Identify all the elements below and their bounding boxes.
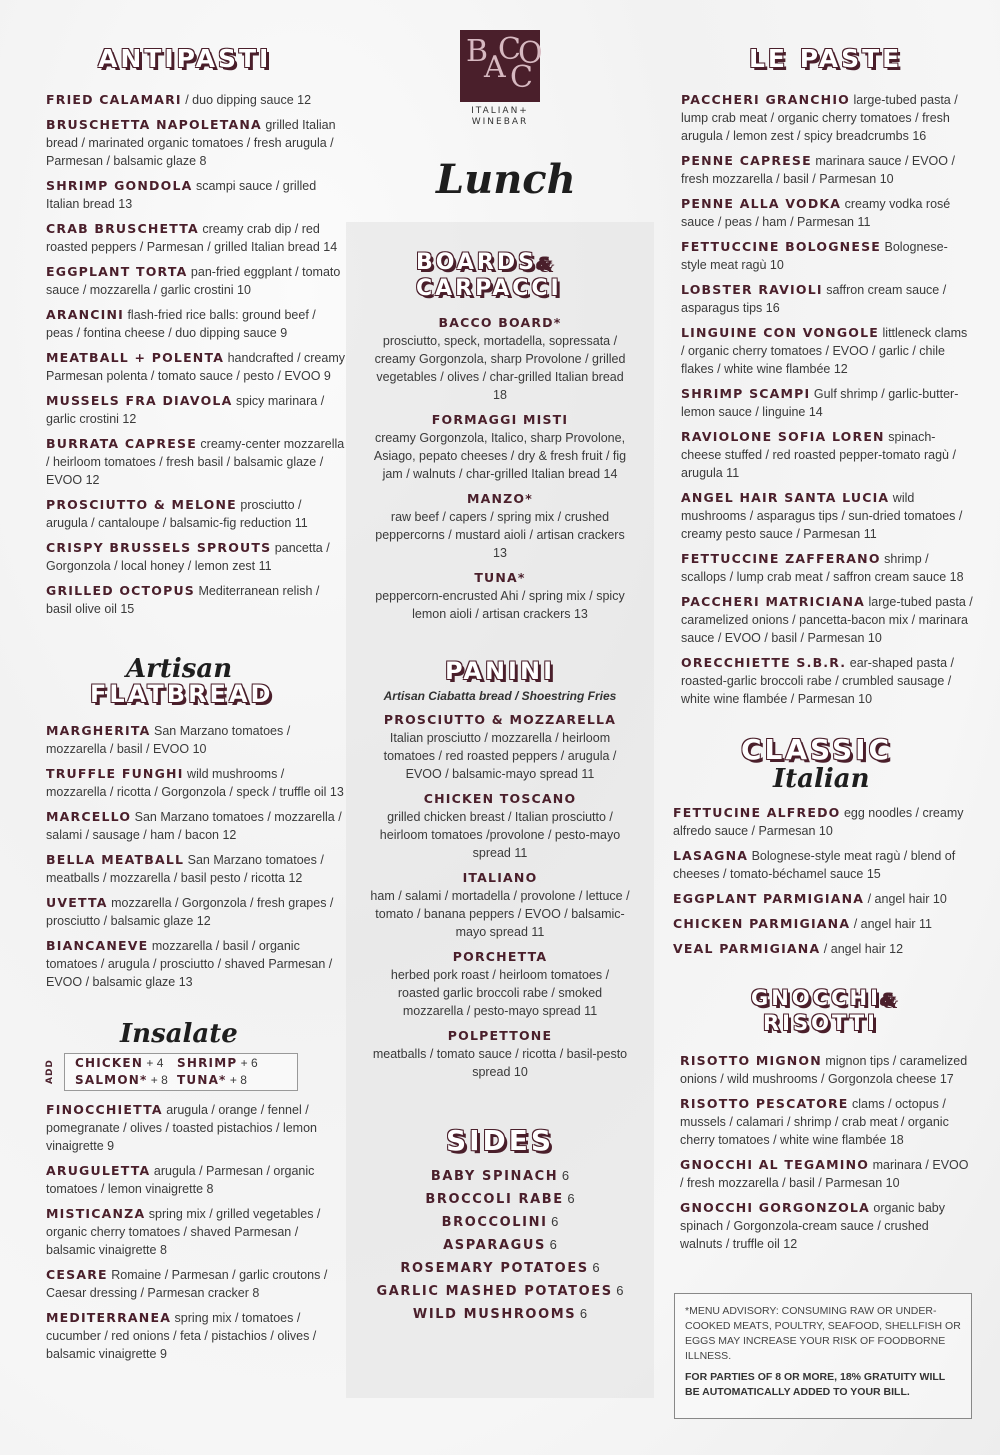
item-desc: arugula / orange / fennel / pomegranate / olives / toasted pistachios / lemon vinaigrette 9 <box>46 1103 317 1153</box>
side-item <box>346 1211 654 1234</box>
item-desc: pancetta / Gorgonzola / local honey / lemon zest 11 <box>46 541 330 573</box>
boards-list <box>346 314 654 623</box>
item-name: EGGPLANT PARMIGIANA <box>673 891 865 906</box>
item-name: GARLIC MASHED POTATOES <box>376 1284 613 1299</box>
antipasti-list <box>46 91 346 618</box>
gnocchi-amp: & <box>880 990 899 1009</box>
menu-item <box>372 569 628 623</box>
item-name: GRILLED OCTOPUS <box>46 583 195 598</box>
menu-item <box>370 711 630 783</box>
item-name: RISOTTO MIGNON <box>680 1053 822 1068</box>
side-item <box>346 1188 654 1211</box>
item-name: PACCHERI MATRICIANA <box>681 594 866 609</box>
item-name: LOBSTER RAVIOLI <box>681 282 823 297</box>
item-desc: creamy vodka rosé sauce / peas / ham / Parmesan 11 <box>681 197 951 229</box>
item-name: ITALIANO <box>462 870 538 885</box>
menu-item <box>46 263 346 299</box>
item-desc: Mediterranean relish / basil olive oil 15 <box>46 584 320 616</box>
item-name: PORCHETTA <box>452 949 548 964</box>
item-name: ARANCINI <box>46 307 124 322</box>
add-price: + 8 <box>147 1073 168 1087</box>
menu-item <box>372 411 628 483</box>
item-name: POLPETTONE <box>447 1028 553 1043</box>
item-price: 6 <box>612 1283 624 1298</box>
menu-item <box>46 1101 346 1155</box>
item-name: GNOCCHI GORGONZOLA <box>680 1200 870 1215</box>
item-desc: spicy marinara / garlic crostini 12 <box>46 394 325 426</box>
add-price: + 8 <box>226 1073 247 1087</box>
side-item <box>346 1280 654 1303</box>
gratuity-note: FOR PARTIES OF 8 OR MORE, 18% GRATUITY WILL BE AUTOMATICALLY ADDED TO YOUR BILL. <box>685 1371 945 1398</box>
item-desc: shrimp / scallops / lump crab meat / saffron cream sauce 18 <box>681 552 964 584</box>
menu-item <box>680 1199 973 1253</box>
item-desc: raw beef / capers / spring mix / crushed peppercorns / mustard aioli / artisan crackers 13 <box>375 510 625 560</box>
menu-item <box>370 948 630 1020</box>
gnocchi-title-2: RISOTTI <box>763 1011 878 1035</box>
item-desc: clams / octopus / mussels / calamari / shrimp / crab meat / organic cherry tomatoes / white wine flambée 18 <box>680 1097 949 1147</box>
menu-item <box>681 550 973 586</box>
item-name: SHRIMP GONDOLA <box>46 178 193 193</box>
item-name: GNOCCHI AL TEGAMINO <box>680 1157 870 1172</box>
item-desc: Italian prosciutto / mozzarella / heirloom tomatoes / red roasted peppers / arugula / EVOO / balsamic-mayo spread 11 <box>383 731 617 781</box>
gnocchi-word: GNOCCHI <box>751 986 881 1010</box>
boards-heading <box>416 252 654 300</box>
item-desc: / duo dipping sauce 12 <box>181 93 312 107</box>
menu-item <box>681 281 973 317</box>
classic-script-heading: Italian <box>773 764 870 794</box>
menu-item <box>370 869 630 941</box>
item-name: CHICKEN TOSCANO <box>423 791 577 806</box>
item-name: FETTUCCINE ZAFFERANO <box>681 551 881 566</box>
item-desc: meatballs / tomato sauce / ricotta / basil-pesto spread 10 <box>372 1047 628 1079</box>
item-price: 6 <box>576 1306 588 1321</box>
menu-item <box>46 1309 346 1363</box>
menu-item <box>370 1027 630 1081</box>
menu-item <box>680 1156 973 1192</box>
item-desc: mozzarella / Gorgonzola / fresh grapes / prosciutto / balsamic glaze 12 <box>46 896 334 928</box>
menu-item <box>46 539 346 575</box>
sides-list <box>346 1165 654 1326</box>
item-name: ANGEL HAIR SANTA LUCIA <box>681 490 890 505</box>
menu-item <box>673 915 973 933</box>
menu-item <box>681 654 973 708</box>
menu-item <box>46 91 346 109</box>
item-name: MARCELLO <box>46 809 132 824</box>
item-name: BIANCANEVE <box>46 938 149 953</box>
menu-item <box>681 91 973 145</box>
item-name: PACCHERI GRANCHIO <box>681 92 850 107</box>
flatbread-list <box>46 722 346 991</box>
menu-item <box>46 116 346 170</box>
boards-word: BOARDS <box>416 250 537 275</box>
middle-column <box>346 222 654 1398</box>
menu-item <box>673 940 973 958</box>
item-name: PROSCIUTTO & MOZZARELLA <box>383 712 617 727</box>
add-protein-box <box>45 1053 298 1091</box>
item-desc: wild mushrooms / mozzarella / ricotta / Gorgonzola / speck / truffle oil 13 <box>46 767 344 799</box>
item-desc: San Marzano tomatoes / meatballs / mozzarella / basil pesto / ricotta 12 <box>46 853 324 885</box>
item-price: 6 <box>588 1260 600 1275</box>
logo-line-1: ITALIAN+ <box>471 106 529 116</box>
item-desc: ear-shaped pasta / roasted-garlic broccoli rabe / crumbled sausage / white wine flambée / Parmesan 10 <box>681 656 954 706</box>
item-desc: spring mix / tomatoes / cucumber / red onions / feta / pistachios / olives / balsamic vinaigrette 9 <box>46 1311 317 1361</box>
classic-list <box>673 804 973 958</box>
item-name: MANZO* <box>466 491 533 506</box>
item-name: RAVIOLONE SOFIA LOREN <box>681 429 885 444</box>
menu-item <box>46 851 346 887</box>
item-name: LASAGNA <box>673 848 749 863</box>
item-desc: creamy crab dip / red roasted peppers / Parmesan / grilled Italian bread 14 <box>46 222 338 254</box>
menu-item <box>370 790 630 862</box>
panini-heading: PANINI <box>445 657 555 685</box>
gnocchi-heading <box>751 988 973 1034</box>
item-desc: Romaine / Parmesan / garlic croutons / Caesar dressing / Parmesan cracker 8 <box>46 1268 328 1300</box>
item-desc: peppercorn-encrusted Ahi / spring mix / spicy lemon aioli / artisan crackers 13 <box>375 589 625 621</box>
add-price: + 4 <box>143 1056 164 1070</box>
item-name: CRISPY BRUSSELS SPROUTS <box>46 540 272 555</box>
item-desc: San Marzano tomatoes / mozzarella / salami / sausage / ham / bacon 12 <box>46 810 342 842</box>
menu-item <box>46 722 346 758</box>
item-name: CRAB BRUSCHETTA <box>46 221 199 236</box>
item-desc: mozzarella / basil / organic tomatoes / arugula / prosciutto / shaved Parmesan / EVOO / balsamic glaze 13 <box>46 939 333 989</box>
menu-item <box>681 593 973 647</box>
menu-item <box>681 385 973 421</box>
menu-item <box>46 306 346 342</box>
boards-title-1 <box>416 252 654 274</box>
menu-item <box>46 1266 346 1302</box>
item-name: MEDITERRANEA <box>46 1310 172 1325</box>
menu-item <box>680 1052 973 1088</box>
menu-item <box>681 238 973 274</box>
item-name: VEAL PARMIGIANA <box>673 941 821 956</box>
item-name: BELLA MEATBALL <box>46 852 185 867</box>
item-name: MARGHERITA <box>46 723 151 738</box>
panini-list <box>346 711 654 1081</box>
item-desc: saffron cream sauce / asparagus tips 16 <box>681 283 947 315</box>
antipasti-heading: ANTIPASTI <box>98 44 272 73</box>
item-desc: prosciutto, speck, mortadella, sopressata / creamy Gorgonzola, sharp Provolone / grilled vegetables / olives / char-grilled Italian bread 18 <box>374 334 626 402</box>
menu-item <box>680 1095 973 1149</box>
bacco-logo <box>460 30 543 128</box>
add-tuna <box>177 1073 247 1087</box>
item-desc: Bolognese-style meat ragù 10 <box>681 240 948 272</box>
menu-item <box>46 496 346 532</box>
item-name: PENNE CAPRESE <box>681 153 812 168</box>
item-desc: pan-fried eggplant / tomato sauce / mozzarella / garlic crostini 10 <box>46 265 341 297</box>
menu-item <box>681 324 973 378</box>
item-desc: prosciutto / arugula / cantaloupe / balsamic-fig reduction 11 <box>46 498 308 530</box>
item-name: MUSSELS FRA DIAVOLA <box>46 393 233 408</box>
flatbread-script-heading: Artisan <box>126 654 233 684</box>
menu-advisory <box>674 1293 972 1419</box>
add-name: TUNA* <box>177 1073 227 1087</box>
item-desc: wild mushrooms / asparagus tips / sun-dried tomatoes / creamy pesto sauce / Parmesan 11 <box>681 491 963 541</box>
menu-item <box>46 435 346 489</box>
item-price: 6 <box>547 1214 559 1229</box>
item-desc: grilled chicken breast / Italian prosciutto / heirloom tomatoes /provolone / pesto-mayo spread 11 <box>379 810 621 860</box>
item-name: FETTUCCINE BOLOGNESE <box>681 239 882 254</box>
item-name: FETTUCINE ALFREDO <box>673 805 841 820</box>
item-name: EGGPLANT TORTA <box>46 264 188 279</box>
logo-mark: B A C C O <box>460 30 540 102</box>
left-column <box>46 40 346 1370</box>
item-name: MISTICANZA <box>46 1206 146 1221</box>
item-desc: flash-fried rice balls: ground beef / peas / fontina cheese / duo dipping sauce 9 <box>46 308 316 340</box>
menu-item <box>46 220 346 256</box>
boards-title-2: CARPACCI <box>416 276 562 301</box>
item-desc: ham / salami / mortadella / provolone / lettuce / tomato / banana peppers / EVOO / balsamic-mayo spread 11 <box>370 889 630 939</box>
item-name: FINOCCHIETTA <box>46 1102 163 1117</box>
item-desc: creamy Gorgonzola, Italico, sharp Provolone, Asiago, pepato cheeses / dry & fresh fruit / fig jam / walnuts / char-grilled Italian bread 14 <box>373 431 627 481</box>
menu-item <box>372 314 628 404</box>
item-desc: / angel hair 12 <box>820 942 904 956</box>
add-name: CHICKEN <box>75 1056 144 1070</box>
menu-item <box>46 392 346 428</box>
item-name: BABY SPINACH <box>430 1169 559 1184</box>
item-name: BACCO BOARD* <box>438 315 562 330</box>
item-name: RISOTTO PESCATORE <box>680 1096 849 1111</box>
insalate-list <box>46 1101 346 1363</box>
menu-item <box>673 847 973 883</box>
flatbread-heading: FLATBREAD <box>90 680 274 708</box>
item-desc: spring mix / grilled vegetables / organic cherry tomatoes / shaved Parmesan / balsamic vinaigrette 8 <box>46 1207 321 1257</box>
logo-line-2: WINEBAR <box>471 117 529 127</box>
item-desc: spinach-cheese stuffed / red roasted pepper-tomato ragù / arugula 11 <box>681 430 956 480</box>
item-desc: littleneck clams / organic cherry tomatoes / EVOO / garlic / chile flakes / white wine flambée 12 <box>681 326 968 376</box>
item-name: CESARE <box>46 1267 108 1282</box>
item-name: TUNA* <box>474 570 526 585</box>
item-name: ASPARAGUS <box>443 1238 547 1253</box>
side-item <box>346 1234 654 1257</box>
item-desc: Bolognese-style meat ragù / blend of cheeses / tomato-béchamel sauce 15 <box>673 849 956 881</box>
gnocchi-list <box>673 1052 973 1253</box>
add-salmon <box>75 1073 168 1087</box>
menu-item <box>372 490 628 562</box>
menu-item <box>46 808 346 844</box>
item-desc: large-tubed pasta / caramelized onions / pancetta-bacon mix / marinara sauce / EVOO / basil / Parmesan 10 <box>681 595 973 645</box>
paste-heading: LE PASTE <box>749 44 903 73</box>
item-desc: San Marzano tomatoes / mozzarella / basil / EVOO 10 <box>46 724 291 756</box>
item-name: PROSCIUTTO & MELONE <box>46 497 237 512</box>
menu-item <box>681 428 973 482</box>
item-desc: Gulf shrimp / garlic-butter-lemon sauce / linguine 14 <box>681 387 959 419</box>
item-desc: scampi sauce / grilled Italian bread 13 <box>46 179 317 211</box>
side-item <box>346 1257 654 1280</box>
menu-item <box>46 1205 346 1259</box>
menu-item <box>46 177 346 213</box>
item-name: BRUSCHETTA NAPOLETANA <box>46 117 262 132</box>
item-name: FORMAGGI MISTI <box>431 412 569 427</box>
item-name: UVETTA <box>46 895 108 910</box>
side-item <box>346 1303 654 1326</box>
menu-item <box>46 582 346 618</box>
add-chicken <box>75 1056 163 1070</box>
item-desc: marinara / EVOO / fresh mozzarella / basil / Parmesan 10 <box>680 1158 969 1190</box>
menu-item <box>673 890 973 908</box>
logo-subtitle <box>460 106 540 128</box>
item-name: BURRATA CAPRESE <box>46 436 197 451</box>
item-name: WILD MUSHROOMS <box>412 1307 577 1322</box>
gnocchi-title-1 <box>751 988 973 1009</box>
item-name: BROCCOLI RABE <box>425 1192 564 1207</box>
item-name: CHICKEN PARMIGIANA <box>673 916 851 931</box>
item-desc: egg noodles / creamy alfredo sauce / Parmesan 10 <box>673 806 964 838</box>
menu-item <box>46 894 346 930</box>
lunch-title: Lunch <box>436 156 576 203</box>
item-desc: creamy-center mozzarella / heirloom tomatoes / fresh basil / balsamic glaze / EVOO 12 <box>46 437 345 487</box>
item-price: 6 <box>546 1237 557 1252</box>
add-name: SHRIMP <box>177 1056 238 1070</box>
item-name: MEATBALL + POLENTA <box>46 350 225 365</box>
item-name: ROSEMARY POTATOES <box>400 1261 589 1276</box>
item-name: SHRIMP SCAMPI <box>681 386 811 401</box>
item-price: 6 <box>563 1191 575 1206</box>
item-desc: marinara sauce / EVOO / fresh mozzarella / basil / Parmesan 10 <box>681 154 955 186</box>
side-item <box>346 1165 654 1188</box>
sides-heading: SIDES <box>445 1124 555 1157</box>
menu-item <box>681 489 973 543</box>
item-name: TRUFFLE FUNGHI <box>46 766 184 781</box>
panini-subtitle: Artisan Ciabatta bread / Shoestring Fries <box>383 689 617 703</box>
item-price: 6 <box>558 1168 570 1183</box>
item-desc: grilled Italian bread / marinated organic tomatoes / fresh arugula / Parmesan / balsamic glaze 8 <box>46 118 336 168</box>
add-label: ADD <box>45 1059 55 1085</box>
item-desc: / angel hair 11 <box>850 917 933 931</box>
item-name: LINGUINE CON VONGOLE <box>681 325 880 340</box>
boards-amp: & <box>536 254 555 273</box>
item-name: ORECCHIETTE S.B.R. <box>681 655 847 670</box>
classic-heading: CLASSIC <box>741 733 893 766</box>
menu-item <box>46 765 346 801</box>
add-name: SALMON* <box>75 1073 148 1087</box>
menu-item <box>681 152 973 188</box>
item-name: FRIED CALAMARI <box>46 92 182 107</box>
item-desc: organic baby spinach / Gorgonzola-cream sauce / crushed walnuts / truffle oil 12 <box>680 1201 946 1251</box>
advisory-text: *MENU ADVISORY: CONSUMING RAW OR UNDER-COOKED MEATS, POULTRY, SEAFOOD, SHELLFISH OR EGGS MAY INCREASE YOUR RISK OF FOODBORNE ILLNESS. <box>685 1305 961 1362</box>
item-desc: / angel hair 10 <box>864 892 947 906</box>
item-name: ARUGULETTA <box>46 1163 151 1178</box>
item-desc: large-tubed pasta / lump crab meat / organic cherry tomatoes / fresh arugula / lemon zest / spicy breadcrumbs 16 <box>681 93 958 143</box>
menu-item <box>673 804 973 840</box>
paste-list <box>673 91 973 708</box>
item-desc: herbed pork roast / heirloom tomatoes / roasted garlic broccoli rabe / smoked mozzarella / pesto-mayo spread 11 <box>390 968 610 1018</box>
item-name: PENNE ALLA VODKA <box>681 196 842 211</box>
item-name: BROCCOLINI <box>441 1215 548 1230</box>
menu-item <box>46 349 346 385</box>
add-price: + 6 <box>237 1056 258 1070</box>
item-desc: handcrafted / creamy Parmesan polenta / tomato sauce / pesto / EVOO 9 <box>46 351 346 383</box>
menu-item <box>46 937 346 991</box>
menu-item <box>46 1162 346 1198</box>
add-shrimp <box>177 1056 258 1070</box>
menu-item <box>681 195 973 231</box>
insalate-heading: Insalate <box>120 1019 238 1049</box>
item-desc: mignon tips / caramelized onions / wild mushrooms / Gorgonzola cheese 17 <box>680 1054 968 1086</box>
right-column <box>673 40 973 1260</box>
item-desc: arugula / Parmesan / organic tomatoes / lemon vinaigrette 8 <box>46 1164 315 1196</box>
